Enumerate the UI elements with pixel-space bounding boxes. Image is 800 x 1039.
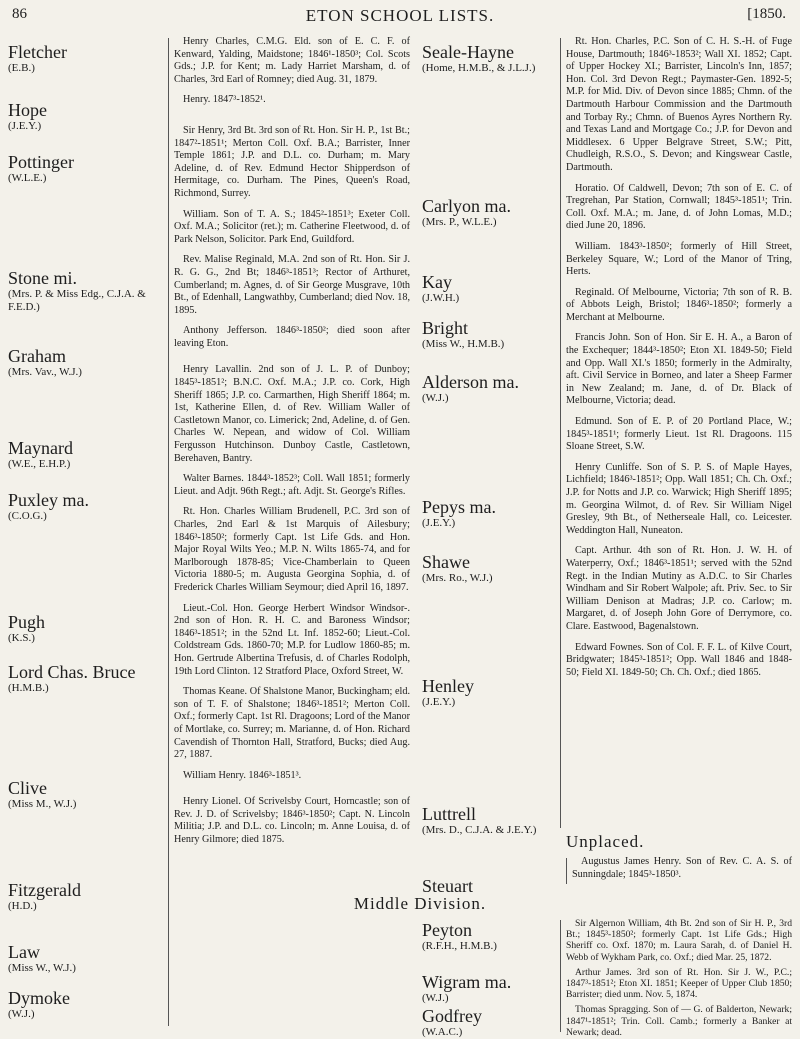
bio-entry: Henry Charles, C.M.G. Eld. son of E. C. F. of Kenward, Yalding, Maidstone; 1846¹-1850³; Col. Scots Gds.; J.P. for Kent; m. Lady Harriet Marsham, d. of Charles, 3rd Earl of Romney; died Aug. 31, 1879.: [174, 36, 410, 85]
entry-tutor: (W.J.): [8, 1008, 35, 1020]
entry-name: Pottinger: [8, 152, 74, 172]
entry-name: Puxley ma.: [8, 490, 89, 510]
right-name-6: [422, 552, 552, 585]
bio-entry: Edward Fownes. Son of Col. F. F. L. of Kilve Court, Bridgwater; 1845³-1851²; Opp. Wall 1846 and 1848-50; Field XI. 1849-50; Ch. Ch. Oxf.; died 1865.: [566, 641, 792, 678]
bio-entry: Rt. Hon. Charles William Brudenell, P.C. 3rd son of Charles, 2nd Earl & 1st Marquis of Ailesbury; 1846³-1850²; formerly Capt. 1st Life Gds. and Hon. Major Royal Wilts Yeo.; M.P. N. Wilts 1865-74, and for Marlborough 1878-85; Vice-Chamberlain to Queen Victoria 1880-5; m. Augusta Georgina Sophia, d. of Frederick Charles William Seymour; died April 16, 1897.: [174, 506, 410, 593]
left-name-0: [8, 42, 158, 75]
left-name-4: [8, 346, 158, 379]
left-name-1: [8, 100, 158, 133]
bio-entry: Henry Cunliffe. Son of S. P. S. of Maple Hayes, Lichfield; 1846³-1851²; Opp. Wall 1851; Ch. Ch. Oxf.; J.P. for Notts and J.P. co. Warwick; High Sheriff 1895; m. Georgina Wilmot, d. of Rev. Sir William Nigel Gresley, 9th Bt., of Netherseale Hall, co. Leicester. Weddington Hall, Nuneaton.: [566, 461, 792, 536]
bio-entry: Edmund. Son of E. P. of 20 Portland Place, W.; 1845³-1851¹; formerly Lieut. 1st Rl. Dragoons. 115 Sloane Street, S.W.: [566, 416, 792, 453]
entry-name: Fitzgerald: [8, 880, 81, 900]
left-name-8: [8, 662, 178, 695]
bio-entry: Sir Henry, 3rd Bt. 3rd son of Rt. Hon. Sir H. P., 1st Bt.; 1847²-1851¹; Merton Coll. Oxf. B.A.; Barrister, Inner Temple 1861; J.P. and D.L. co. Durham; m. Mary Adeline, d. of Rev. Edmund Hector Shipperdson of Hermitage, co. Durham. The Pines, Queen's Road, Richmond, Surrey.: [174, 124, 410, 199]
entry-tutor: (Miss W., H.M.B.): [422, 338, 505, 350]
middle-name-0: [422, 920, 552, 953]
bio-entry: Anthony Jefferson. 1846³-1850²; died soon after leaving Eton.: [174, 325, 410, 349]
entry-name: Graham: [8, 346, 66, 366]
entry-tutor: (J.W.H.): [422, 292, 460, 304]
entry-name: Hope: [8, 100, 47, 120]
unplaced-heading: Unplaced.: [566, 832, 645, 851]
right-name-9: [422, 876, 552, 896]
entry-name: Clive: [8, 778, 47, 798]
right-name-8: [422, 804, 552, 837]
column-rule-right: [560, 38, 561, 828]
right-name-4: [422, 372, 552, 405]
entry-name: Lord Chas. Bruce: [8, 662, 136, 682]
entry-tutor: (C.O.G.): [8, 510, 47, 522]
entry-tutor: (J.E.Y.): [8, 120, 42, 132]
bio-entry: Augustus James Henry. Son of Rev. C. A. S. of Sunningdale; 1845³-1850³.: [572, 856, 792, 880]
entry-name: Luttrell: [422, 804, 476, 824]
entry-tutor: (Home, H.M.B., & J.L.J.): [422, 62, 536, 74]
right-name-7: [422, 676, 552, 709]
page-year: [1850.: [747, 6, 786, 22]
entry-tutor: (Mrs. Vav., W.J.): [8, 366, 82, 378]
left-name-11: [8, 942, 158, 975]
column-rule-middle: [560, 920, 561, 1032]
left-name-6: [8, 490, 158, 523]
bio-entry: Thomas Spragging. Son of — G. of Balderton, Newark; 1847¹-1851²; Trin. Coll. Camb.; formerly a Banker at Newark; dead.: [566, 1004, 792, 1038]
entry-name: Bright: [422, 318, 469, 338]
left-name-9: [8, 778, 158, 811]
entry-name: Peyton: [422, 920, 473, 940]
unplaced-entry: [572, 856, 792, 889]
entry-tutor: (W.A.C.): [422, 1026, 463, 1038]
left-name-12: [8, 988, 158, 1021]
entry-tutor: (Mrs. D., C.J.A. & J.E.Y.): [422, 824, 537, 836]
entry-tutor: (J.E.Y.): [422, 517, 456, 529]
entry-tutor: (H.M.B.): [8, 682, 49, 694]
right-name-2: [422, 272, 552, 305]
bio-entry: Thomas Keane. Of Shalstone Manor, Buckingham; eld. son of T. F. of Shalstone; 1846³-1851²; Merton Coll. Oxf.; formerly Capt. 1st Rl. Dragoons; Lord of the Manor of Mortlake, co. Surrey; m. Marianne, d. of Hon. Richard Cavendish of Thornton Hall, Stratford, Bucks; died Aug. 27, 1887.: [174, 686, 410, 761]
bio-entry: William. Son of T. A. S.; 1845²-1851³; Exeter Coll. Oxf. M.A.; Solicitor (ret.); m. Catherine Fleetwood, d. of Park Nelson, Solicitor. Park End, Guildford.: [174, 208, 410, 245]
left-name-7: [8, 612, 158, 645]
entry-name: Pugh: [8, 612, 46, 632]
page-number: 86: [12, 6, 27, 22]
column-rule-left: [168, 38, 169, 1026]
left-name-3: [8, 268, 158, 314]
right-name-0: [422, 42, 552, 75]
entry-tutor: (W.L.E.): [8, 172, 47, 184]
unplaced-bracket: [566, 858, 567, 884]
page-title: ETON SCHOOL LISTS.: [305, 6, 495, 25]
entry-name: Steuart: [422, 876, 473, 896]
middle-division-heading: Middle Division.: [353, 894, 487, 913]
entry-name: Godfrey: [422, 1006, 482, 1026]
left-bio-column: [174, 36, 410, 855]
entry-tutor: (E.B.): [8, 62, 35, 74]
entry-tutor: (W.J.): [422, 992, 449, 1004]
entry-name: Maynard: [8, 438, 73, 458]
bio-entry: Lieut.-Col. Hon. George Herbert Windsor Windsor-. 2nd son of Hon. R. H. C. and Baroness Windsor; 1846³-1851²; in the 52nd Lt. Inf. 1852-60; Lieut.-Col. Coldstream Gds. 1860-70; M.P. for Ludlow 1860-85; m. Hon. Gertrude Albertina Trefusis, d. of Charles Rodolph, 19th Lord Clinton. 12 Stratford Place, Oxford Street, W.: [174, 602, 410, 677]
entry-tutor: (J.E.Y.): [422, 696, 456, 708]
entry-tutor: (Miss M., W.J.): [8, 798, 77, 810]
entry-tutor: (Mrs. Ro., W.J.): [422, 572, 493, 584]
entry-tutor: (R.F.H., H.M.B.): [422, 940, 497, 952]
entry-name: Dymoke: [8, 988, 70, 1008]
entry-name: Wigram ma.: [422, 972, 512, 992]
bio-entry: Rev. Malise Reginald, M.A. 2nd son of Rt. Hon. Sir J. R. G. G., 2nd Bt; 1846³-1851³; Rector of Arthuret, Cumberland; m. Agnes, d. of Sir George Musgrave, 10th Bt., of Edenhall, Langwathby, Cumberland; died Nov. 18, 1895.: [174, 254, 410, 316]
bio-entry: Francis John. Son of Hon. Sir E. H. A., a Baron of the Exchequer; 1844³-1850²; Eton XI. 1849-50; Field and Opp. Wall XI.'s 1850; formerly in the Admiralty, aft. Civil Service in Borneo, and later a Sheep Farmer in New Zealand; m. Jane, d. of Dr. Black of Melbourne, Victoria; dead.: [566, 332, 792, 407]
right-bio-column: [566, 36, 792, 687]
right-name-5: [422, 497, 552, 530]
entry-tutor: (Mrs. P. & Miss Edg., C.J.A. & F.E.D.): [8, 288, 146, 313]
bio-entry: William. 1843³-1850²; formerly of Hill Street, Berkeley Square, W.; Lord of the Manor of Tring, Herts.: [566, 240, 792, 278]
right-name-1: [422, 196, 552, 229]
bio-entry: Sir Algernon William, 4th Bt. 2nd son of Sir H. P., 3rd Bt.; 1845³-1850²; formerly Capt. 1st Life Gds.; High Sheriff co. Oxf. 1870; m. Laura Sarah, d. of Daniel H. Webb of Wykham Park, co. Oxf.; died Mar. 25, 1872.: [566, 918, 792, 963]
bio-entry: Henry Lavallin. 2nd son of J. L. P. of Dunboy; 1845³-1851²; B.N.C. Oxf. M.A.; J.P. co. Cork, High Sheriff 1865; J.P. co. Carmarthen, High Sheriff 1864; m. 1st, Katherine Ellen, d. of Rev. William Waller of Castletown Manor, co. Limerick; 2nd, Adeline, d. of Gen. Charles W. Nepean, and widow of Col. William Fergusson Hutchinson. Dunboy Castle, Castletown, Berehaven, Bantry.: [174, 364, 410, 464]
entry-tutor: (W.E., E.H.P.): [8, 458, 71, 470]
entry-tutor: (Miss W., W.J.): [8, 962, 76, 974]
page-header: [0, 6, 800, 34]
entry-tutor: (Mrs. P., W.L.E.): [422, 216, 497, 228]
right-name-3: [422, 318, 552, 351]
left-name-2: [8, 152, 158, 185]
entry-name: Law: [8, 942, 40, 962]
entry-tutor: (K.S.): [8, 632, 35, 644]
bio-entry: Henry Lionel. Of Scrivelsby Court, Horncastle; son of Rev. J. D. of Scrivelsby; 1846³-1850²; Capt. N. Lincoln Militia; J.P. and D.L. co. Lincoln; m. Anne Louisa, d. of Henry Gilmore; died 1875.: [174, 796, 410, 846]
entry-name: Seale-Hayne: [422, 42, 514, 62]
bio-entry: Walter Barnes. 1844³-1852³; Coll. Wall 1851; formerly Lieut. and Adjt. 96th Regt.; aft. Adjt. St. George's Rifles.: [174, 473, 410, 497]
bio-entry: Reginald. Of Melbourne, Victoria; 7th son of R. B. of Abbots Leigh, Bristol; 1846³-1850²; formerly a Merchant at Melbourne.: [566, 286, 792, 323]
middle-bio-column: [566, 918, 792, 1038]
entry-name: Alderson ma.: [422, 372, 519, 392]
entry-tutor: (W.J.): [422, 392, 449, 404]
entry-name: Kay: [422, 272, 452, 292]
middle-name-1: [422, 972, 552, 1005]
bio-entry: Capt. Arthur. 4th son of Rt. Hon. J. W. H. of Waterperry, Oxf.; 1846³-1851¹; served with the 52nd Regt. in the Indian Mutiny as A.D.C. to Sir Charles Windham and Sir Robert Walpole; aft. Priv. Sec. to Sir William Denison at Madras; J.P. co. Carlow; m. Margaret, d. of Joseph John Gore of Derrymore, co. Clare. Eastwood, Bagenalstown.: [566, 545, 792, 632]
middle-name-2: [422, 1006, 552, 1039]
bio-entry: William Henry. 1846³-1851³.: [183, 769, 302, 781]
entry-name: Pepys ma.: [422, 497, 496, 517]
bio-entry: Horatio. Of Caldwell, Devon; 7th son of E. C. of Tregrehan, Par Station, Cornwall; 1845³-1851¹; Trin. Coll. Oxf. M.A.; m. Jane, d. of John Lomas, M.D.; died June 20, 1896.: [566, 182, 792, 232]
entry-name: Shawe: [422, 552, 470, 572]
bio-entry: Henry. 1847³-1852¹.: [183, 94, 266, 106]
left-name-5: [8, 438, 158, 471]
bio-entry: Rt. Hon. Charles, P.C. Son of C. H. S.-H. of Fuge House, Dartmouth; 1846³-1853²; Wall XI. 1852; Capt. of Upper Hockey XI.; Barrister, Lincoln's Inn, 1857; Hon. Col. 3rd Devon Regt.; Paymaster-Gen. 1892-5; M.P. for Mid. Div. of Devon since 1885; Chmn. of the Dartmouth Harbour Commission and the Dartmouth and Torbay Ry.; Chmn. of Buenos Ayres Northern Ry. and Texas Land and Mortgage Co.; J.P. for Devon and Middlesex. 6 Upper Belgrave Street, S.W.; Pitt, Chudleigh, R.S.O., S. Devon; and Kingswear Castle, Dartmouth.: [566, 36, 792, 173]
entry-name: Stone mi.: [8, 268, 78, 288]
entry-name: Fletcher: [8, 42, 67, 62]
entry-tutor: (H.D.): [8, 900, 37, 912]
entry-name: Carlyon ma.: [422, 196, 511, 216]
bio-entry: Arthur James. 3rd son of Rt. Hon. Sir J. W., P.C.; 1847³-1851²; Eton XI. 1851; Keeper of Upper Club 1850; Barrister; died unm. Nov. 5, 1874.: [566, 966, 792, 1001]
entry-name: Henley: [422, 676, 474, 696]
